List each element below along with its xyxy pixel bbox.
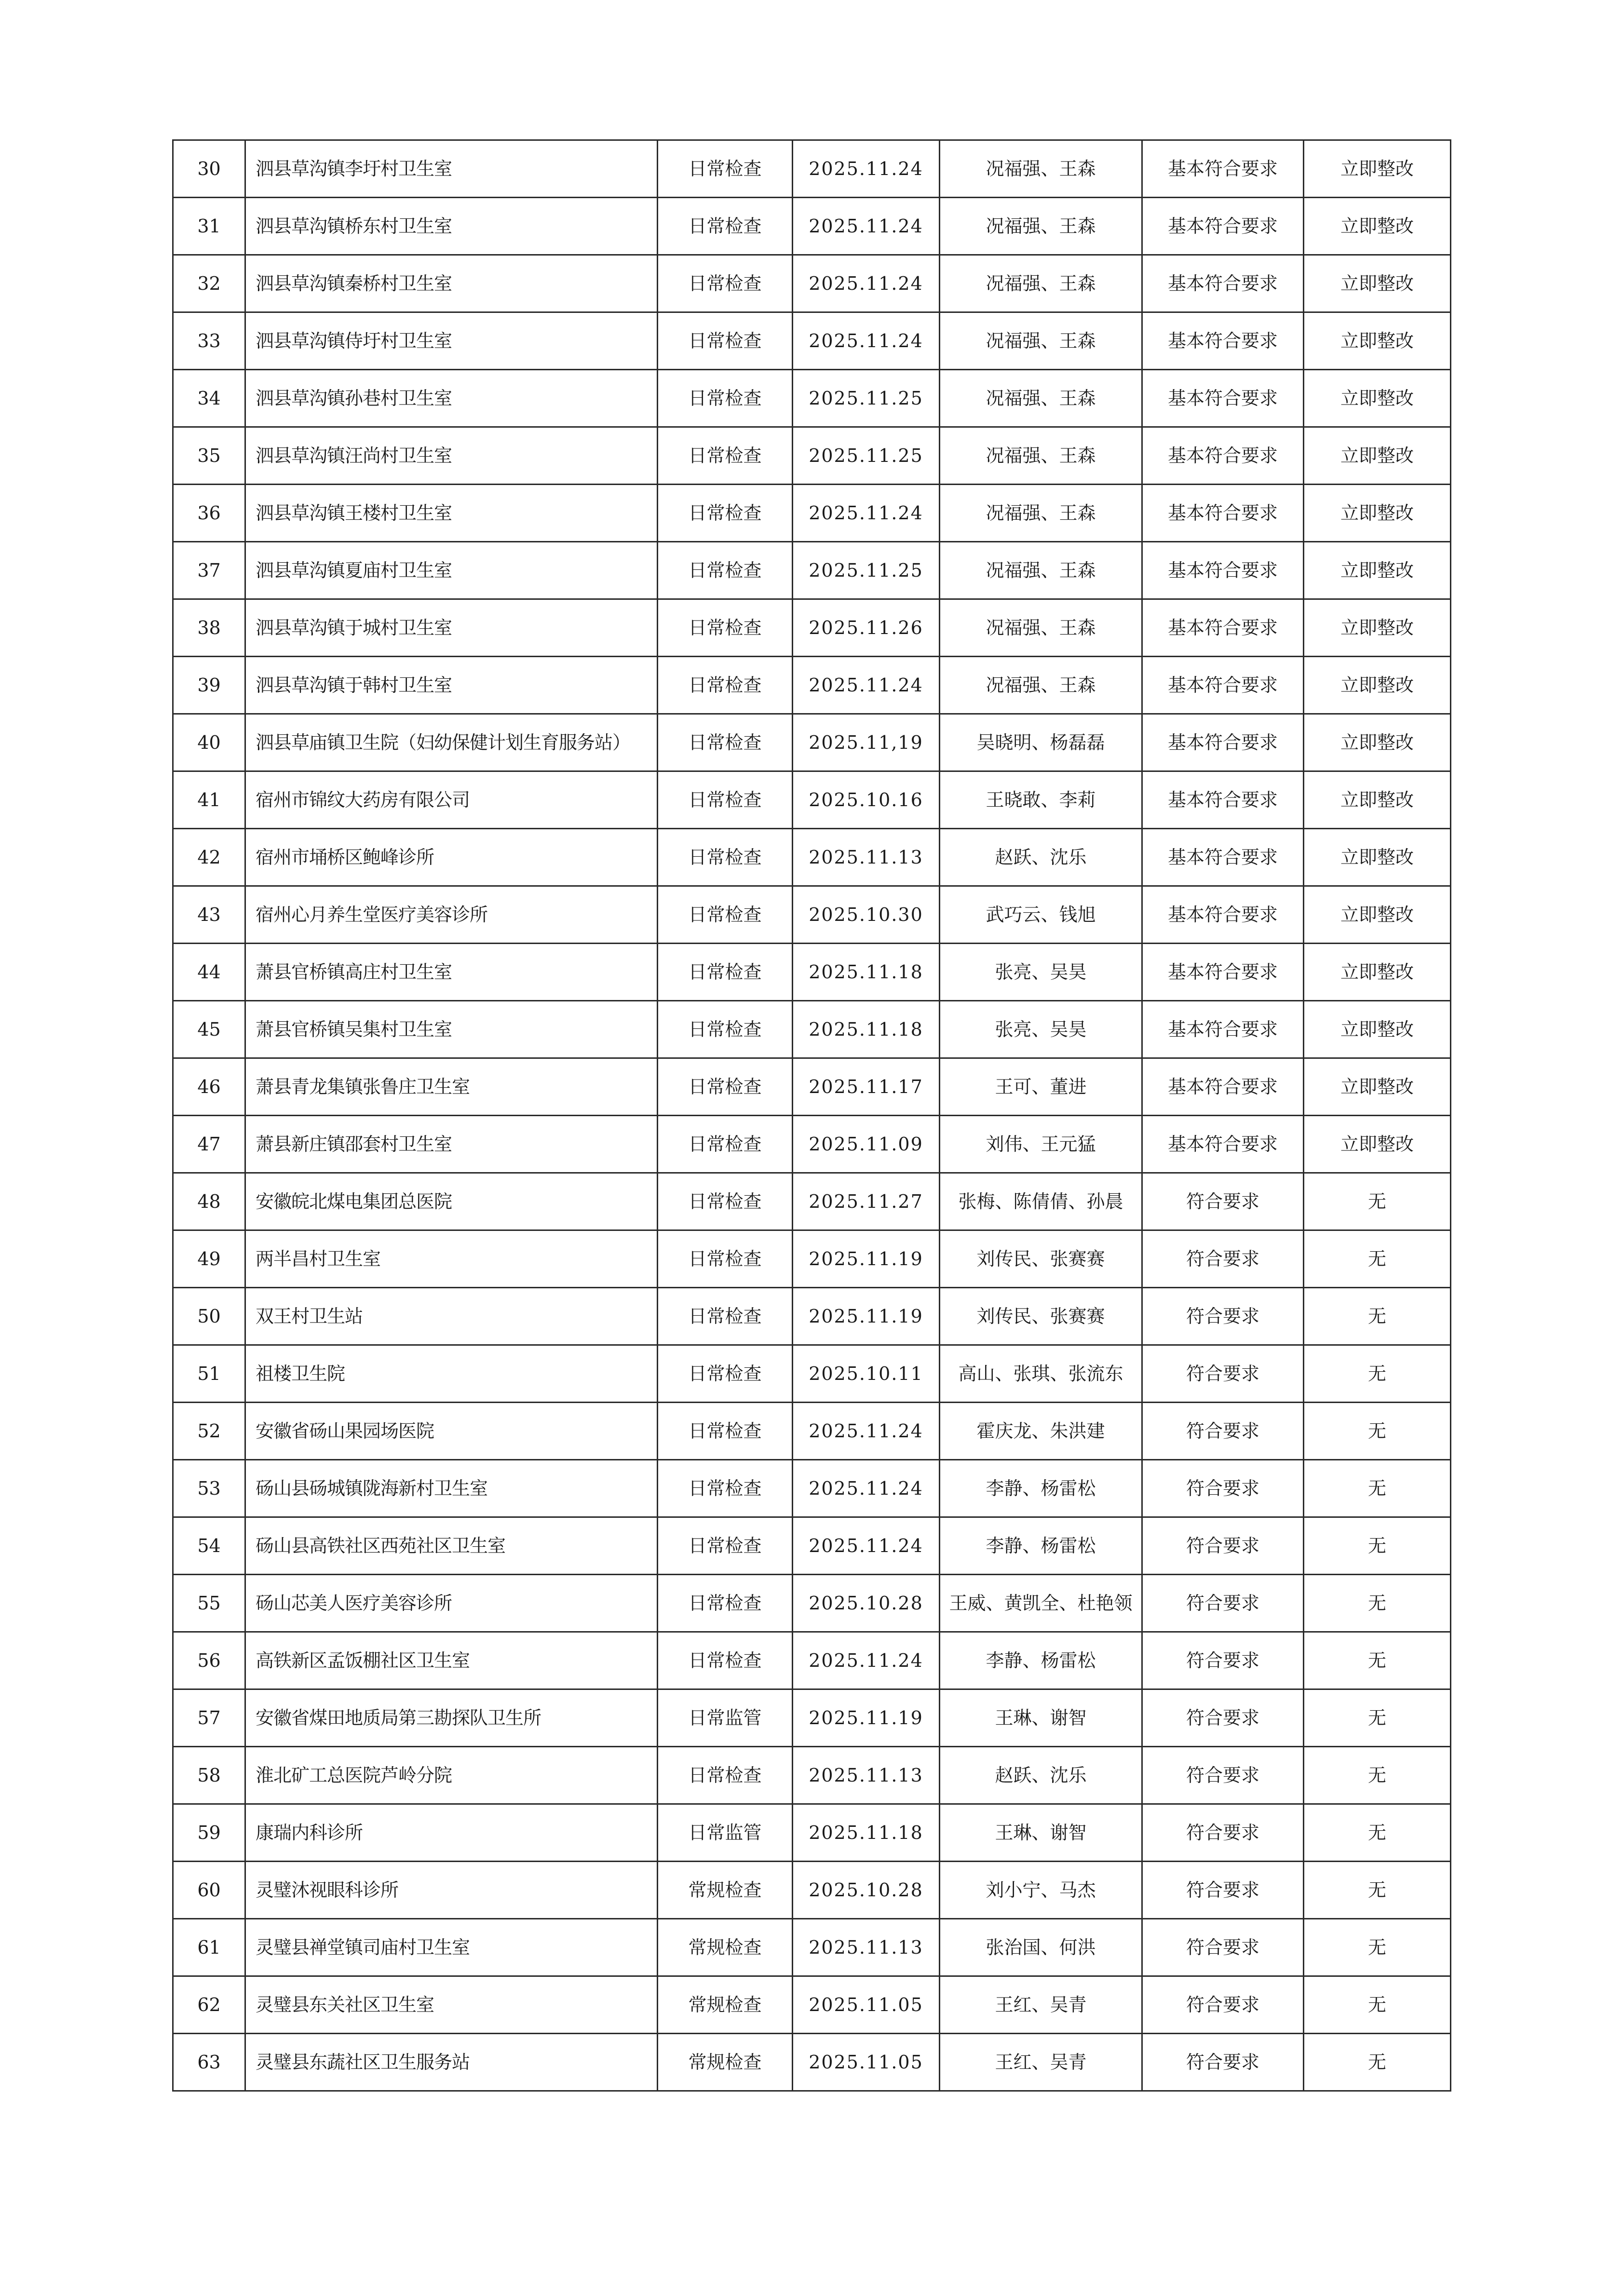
institution-name-cell: 安徽皖北煤电集团总医院 bbox=[245, 1173, 658, 1230]
inspectors-cell: 张亮、吴昊 bbox=[940, 944, 1142, 1001]
row-number-cell: 33 bbox=[173, 312, 245, 370]
result-cell: 符合要求 bbox=[1142, 1288, 1304, 1345]
result-cell: 基本符合要求 bbox=[1142, 312, 1304, 370]
row-number-cell: 45 bbox=[173, 1001, 245, 1058]
result-cell: 基本符合要求 bbox=[1142, 599, 1304, 657]
inspection-type-cell: 日常检查 bbox=[658, 1058, 793, 1116]
table-row bbox=[173, 485, 1451, 542]
row-number-cell: 53 bbox=[173, 1460, 245, 1517]
table-row bbox=[173, 1288, 1451, 1345]
rectification-cell: 立即整改 bbox=[1304, 829, 1451, 886]
inspection-date-cell: 2025.11.24 bbox=[793, 1460, 940, 1517]
institution-name-cell: 泗县草沟镇王楼村卫生室 bbox=[245, 485, 658, 542]
institution-name-cell: 两半昌村卫生室 bbox=[245, 1230, 658, 1288]
rectification-cell: 立即整改 bbox=[1304, 599, 1451, 657]
rectification-cell: 立即整改 bbox=[1304, 1116, 1451, 1173]
row-number-cell: 37 bbox=[173, 542, 245, 599]
rectification-cell: 无 bbox=[1304, 1460, 1451, 1517]
inspection-date-cell: 2025.11.24 bbox=[793, 657, 940, 714]
inspection-date-cell: 2025.11.25 bbox=[793, 370, 940, 427]
inspection-date-cell: 2025.11.24 bbox=[793, 198, 940, 255]
row-number-cell: 31 bbox=[173, 198, 245, 255]
row-number-cell: 55 bbox=[173, 1575, 245, 1632]
row-number-cell: 46 bbox=[173, 1058, 245, 1116]
rectification-cell: 无 bbox=[1304, 1689, 1451, 1747]
inspection-type-cell: 日常监管 bbox=[658, 1804, 793, 1862]
row-number-cell: 50 bbox=[173, 1288, 245, 1345]
inspection-type-cell: 日常检查 bbox=[658, 140, 793, 198]
institution-name-cell: 泗县草沟镇秦桥村卫生室 bbox=[245, 255, 658, 312]
rectification-cell: 无 bbox=[1304, 1517, 1451, 1575]
institution-name-cell: 泗县草沟镇于韩村卫生室 bbox=[245, 657, 658, 714]
inspection-type-cell: 常规检查 bbox=[658, 2034, 793, 2091]
row-number-cell: 40 bbox=[173, 714, 245, 771]
result-cell: 符合要求 bbox=[1142, 2034, 1304, 2091]
inspectors-cell: 况福强、王森 bbox=[940, 485, 1142, 542]
result-cell: 基本符合要求 bbox=[1142, 1058, 1304, 1116]
inspection-date-cell: 2025.11.18 bbox=[793, 944, 940, 1001]
inspectors-cell: 李静、杨雷松 bbox=[940, 1632, 1142, 1689]
table-row bbox=[173, 657, 1451, 714]
inspectors-cell: 赵跃、沈乐 bbox=[940, 1747, 1142, 1804]
inspectors-cell: 张治国、何洪 bbox=[940, 1919, 1142, 1976]
institution-name-cell: 泗县草沟镇桥东村卫生室 bbox=[245, 198, 658, 255]
institution-name-cell: 康瑞内科诊所 bbox=[245, 1804, 658, 1862]
inspectors-cell: 武巧云、钱旭 bbox=[940, 886, 1142, 944]
rectification-cell: 无 bbox=[1304, 2034, 1451, 2091]
institution-name-cell: 宿州市埇桥区鲍峰诊所 bbox=[245, 829, 658, 886]
result-cell: 符合要求 bbox=[1142, 1345, 1304, 1403]
inspectors-cell: 刘伟、王元猛 bbox=[940, 1116, 1142, 1173]
rectification-cell: 立即整改 bbox=[1304, 427, 1451, 485]
result-cell: 符合要求 bbox=[1142, 1804, 1304, 1862]
inspectors-cell: 李静、杨雷松 bbox=[940, 1517, 1142, 1575]
institution-name-cell: 萧县官桥镇吴集村卫生室 bbox=[245, 1001, 658, 1058]
result-cell: 基本符合要求 bbox=[1142, 140, 1304, 198]
institution-name-cell: 泗县草沟镇夏庙村卫生室 bbox=[245, 542, 658, 599]
table-row bbox=[173, 1173, 1451, 1230]
institution-name-cell: 砀山县高铁社区西苑社区卫生室 bbox=[245, 1517, 658, 1575]
table-row bbox=[173, 1230, 1451, 1288]
inspection-date-cell: 2025.11.26 bbox=[793, 599, 940, 657]
inspectors-cell: 李静、杨雷松 bbox=[940, 1460, 1142, 1517]
table-row bbox=[173, 1345, 1451, 1403]
inspection-type-cell: 日常检查 bbox=[658, 255, 793, 312]
result-cell: 基本符合要求 bbox=[1142, 255, 1304, 312]
table-row bbox=[173, 1460, 1451, 1517]
institution-name-cell: 安徽省煤田地质局第三勘探队卫生所 bbox=[245, 1689, 658, 1747]
institution-name-cell: 萧县官桥镇高庄村卫生室 bbox=[245, 944, 658, 1001]
inspection-type-cell: 日常监管 bbox=[658, 1689, 793, 1747]
table-row bbox=[173, 944, 1451, 1001]
rectification-cell: 立即整改 bbox=[1304, 944, 1451, 1001]
row-number-cell: 48 bbox=[173, 1173, 245, 1230]
rectification-cell: 立即整改 bbox=[1304, 771, 1451, 829]
table-row bbox=[173, 1862, 1451, 1919]
inspection-date-cell: 2025.11.24 bbox=[793, 140, 940, 198]
table-row bbox=[173, 370, 1451, 427]
table-row bbox=[173, 1919, 1451, 1976]
row-number-cell: 47 bbox=[173, 1116, 245, 1173]
result-cell: 符合要求 bbox=[1142, 1632, 1304, 1689]
table-row bbox=[173, 140, 1451, 198]
inspectors-cell: 刘传民、张赛赛 bbox=[940, 1288, 1142, 1345]
row-number-cell: 60 bbox=[173, 1862, 245, 1919]
table-row bbox=[173, 542, 1451, 599]
table-row bbox=[173, 1632, 1451, 1689]
inspectors-cell: 王红、吴青 bbox=[940, 1976, 1142, 2034]
table-row bbox=[173, 2034, 1451, 2091]
rectification-cell: 无 bbox=[1304, 1345, 1451, 1403]
table-row bbox=[173, 1001, 1451, 1058]
rectification-cell: 无 bbox=[1304, 1747, 1451, 1804]
inspection-type-cell: 日常检查 bbox=[658, 886, 793, 944]
rectification-cell: 无 bbox=[1304, 1288, 1451, 1345]
result-cell: 符合要求 bbox=[1142, 1460, 1304, 1517]
rectification-cell: 无 bbox=[1304, 1804, 1451, 1862]
table-row bbox=[173, 427, 1451, 485]
inspection-date-cell: 2025.10.28 bbox=[793, 1862, 940, 1919]
table-row bbox=[173, 1976, 1451, 2034]
row-number-cell: 56 bbox=[173, 1632, 245, 1689]
rectification-cell: 立即整改 bbox=[1304, 140, 1451, 198]
result-cell: 基本符合要求 bbox=[1142, 198, 1304, 255]
result-cell: 符合要求 bbox=[1142, 1919, 1304, 1976]
inspectors-cell: 刘小宁、马杰 bbox=[940, 1862, 1142, 1919]
institution-name-cell: 高铁新区孟饭棚社区卫生室 bbox=[245, 1632, 658, 1689]
rectification-cell: 立即整改 bbox=[1304, 198, 1451, 255]
inspection-date-cell: 2025.11.27 bbox=[793, 1173, 940, 1230]
rectification-cell: 立即整改 bbox=[1304, 714, 1451, 771]
inspection-type-cell: 常规检查 bbox=[658, 1919, 793, 1976]
inspection-type-cell: 日常检查 bbox=[658, 599, 793, 657]
row-number-cell: 41 bbox=[173, 771, 245, 829]
row-number-cell: 35 bbox=[173, 427, 245, 485]
inspection-type-cell: 日常检查 bbox=[658, 1632, 793, 1689]
inspection-date-cell: 2025.11.18 bbox=[793, 1001, 940, 1058]
institution-name-cell: 灵璧县东关社区卫生室 bbox=[245, 1976, 658, 2034]
inspectors-cell: 况福强、王森 bbox=[940, 255, 1142, 312]
inspection-date-cell: 2025.11.19 bbox=[793, 1230, 940, 1288]
result-cell: 基本符合要求 bbox=[1142, 771, 1304, 829]
inspection-type-cell: 日常检查 bbox=[658, 1001, 793, 1058]
inspection-type-cell: 日常检查 bbox=[658, 198, 793, 255]
result-cell: 符合要求 bbox=[1142, 1517, 1304, 1575]
inspection-type-cell: 日常检查 bbox=[658, 1747, 793, 1804]
table-row bbox=[173, 1403, 1451, 1460]
table-row bbox=[173, 1116, 1451, 1173]
row-number-cell: 43 bbox=[173, 886, 245, 944]
rectification-cell: 立即整改 bbox=[1304, 657, 1451, 714]
row-number-cell: 57 bbox=[173, 1689, 245, 1747]
inspection-type-cell: 日常检查 bbox=[658, 1517, 793, 1575]
institution-name-cell: 泗县草庙镇卫生院（妇幼保健计划生育服务站） bbox=[245, 714, 658, 771]
inspectors-cell: 况福强、王森 bbox=[940, 657, 1142, 714]
result-cell: 符合要求 bbox=[1142, 1689, 1304, 1747]
institution-name-cell: 泗县草沟镇侍圩村卫生室 bbox=[245, 312, 658, 370]
institution-name-cell: 萧县新庄镇邵套村卫生室 bbox=[245, 1116, 658, 1173]
inspectors-cell: 高山、张琪、张流东 bbox=[940, 1345, 1142, 1403]
institution-name-cell: 泗县草沟镇孙巷村卫生室 bbox=[245, 370, 658, 427]
inspection-date-cell: 2025.11,19 bbox=[793, 714, 940, 771]
row-number-cell: 63 bbox=[173, 2034, 245, 2091]
rectification-cell: 无 bbox=[1304, 1976, 1451, 2034]
result-cell: 基本符合要求 bbox=[1142, 944, 1304, 1001]
inspection-type-cell: 常规检查 bbox=[658, 1976, 793, 2034]
rectification-cell: 无 bbox=[1304, 1862, 1451, 1919]
inspection-date-cell: 2025.11.09 bbox=[793, 1116, 940, 1173]
inspection-date-cell: 2025.11.13 bbox=[793, 829, 940, 886]
inspection-date-cell: 2025.10.28 bbox=[793, 1575, 940, 1632]
inspection-type-cell: 日常检查 bbox=[658, 714, 793, 771]
result-cell: 符合要求 bbox=[1142, 1575, 1304, 1632]
result-cell: 基本符合要求 bbox=[1142, 714, 1304, 771]
institution-name-cell: 安徽省砀山果园场医院 bbox=[245, 1403, 658, 1460]
institution-name-cell: 宿州心月养生堂医疗美容诊所 bbox=[245, 886, 658, 944]
table-row bbox=[173, 1804, 1451, 1862]
row-number-cell: 39 bbox=[173, 657, 245, 714]
inspection-type-cell: 日常检查 bbox=[658, 370, 793, 427]
inspectors-cell: 王可、董进 bbox=[940, 1058, 1142, 1116]
table-row bbox=[173, 1747, 1451, 1804]
inspection-type-cell: 日常检查 bbox=[658, 1230, 793, 1288]
inspection-date-cell: 2025.11.05 bbox=[793, 1976, 940, 2034]
institution-name-cell: 灵璧沐视眼科诊所 bbox=[245, 1862, 658, 1919]
inspection-date-cell: 2025.10.16 bbox=[793, 771, 940, 829]
rectification-cell: 立即整改 bbox=[1304, 255, 1451, 312]
inspection-type-cell: 日常检查 bbox=[658, 1345, 793, 1403]
row-number-cell: 38 bbox=[173, 599, 245, 657]
inspection-type-cell: 日常检查 bbox=[658, 771, 793, 829]
row-number-cell: 36 bbox=[173, 485, 245, 542]
result-cell: 符合要求 bbox=[1142, 1862, 1304, 1919]
inspection-type-cell: 日常检查 bbox=[658, 657, 793, 714]
institution-name-cell: 双王村卫生站 bbox=[245, 1288, 658, 1345]
inspection-date-cell: 2025.11.24 bbox=[793, 1517, 940, 1575]
row-number-cell: 34 bbox=[173, 370, 245, 427]
inspection-type-cell: 日常检查 bbox=[658, 829, 793, 886]
inspection-type-cell: 日常检查 bbox=[658, 1288, 793, 1345]
result-cell: 基本符合要求 bbox=[1142, 886, 1304, 944]
row-number-cell: 30 bbox=[173, 140, 245, 198]
inspection-type-cell: 日常检查 bbox=[658, 542, 793, 599]
inspection-date-cell: 2025.11.24 bbox=[793, 255, 940, 312]
inspectors-cell: 赵跃、沈乐 bbox=[940, 829, 1142, 886]
inspectors-cell: 王琳、谢智 bbox=[940, 1689, 1142, 1747]
result-cell: 基本符合要求 bbox=[1142, 1001, 1304, 1058]
inspection-date-cell: 2025.10.30 bbox=[793, 886, 940, 944]
institution-name-cell: 泗县草沟镇于城村卫生室 bbox=[245, 599, 658, 657]
inspection-type-cell: 日常检查 bbox=[658, 944, 793, 1001]
inspection-date-cell: 2025.11.05 bbox=[793, 2034, 940, 2091]
inspectors-cell: 况福强、王森 bbox=[940, 427, 1142, 485]
rectification-cell: 立即整改 bbox=[1304, 312, 1451, 370]
institution-name-cell: 宿州市锦纹大药房有限公司 bbox=[245, 771, 658, 829]
institution-name-cell: 灵璧县东蔬社区卫生服务站 bbox=[245, 2034, 658, 2091]
inspection-date-cell: 2025.11.24 bbox=[793, 312, 940, 370]
table-row bbox=[173, 1058, 1451, 1116]
inspectors-cell: 张梅、陈倩倩、孙晨 bbox=[940, 1173, 1142, 1230]
table-row bbox=[173, 771, 1451, 829]
inspection-date-cell: 2025.11.19 bbox=[793, 1288, 940, 1345]
result-cell: 符合要求 bbox=[1142, 1747, 1304, 1804]
inspection-date-cell: 2025.11.24 bbox=[793, 1632, 940, 1689]
inspection-type-cell: 日常检查 bbox=[658, 1575, 793, 1632]
row-number-cell: 44 bbox=[173, 944, 245, 1001]
table-row bbox=[173, 198, 1451, 255]
inspection-date-cell: 2025.11.25 bbox=[793, 427, 940, 485]
inspection-date-cell: 2025.11.24 bbox=[793, 485, 940, 542]
table-row bbox=[173, 255, 1451, 312]
inspection-type-cell: 日常检查 bbox=[658, 1116, 793, 1173]
result-cell: 基本符合要求 bbox=[1142, 542, 1304, 599]
rectification-cell: 立即整改 bbox=[1304, 485, 1451, 542]
institution-name-cell: 砀山县砀城镇陇海新村卫生室 bbox=[245, 1460, 658, 1517]
inspectors-cell: 王威、黄凯全、杜艳领 bbox=[940, 1575, 1142, 1632]
result-cell: 符合要求 bbox=[1142, 1173, 1304, 1230]
rectification-cell: 无 bbox=[1304, 1230, 1451, 1288]
institution-name-cell: 淮北矿工总医院芦岭分院 bbox=[245, 1747, 658, 1804]
table-row bbox=[173, 1517, 1451, 1575]
table-row bbox=[173, 1575, 1451, 1632]
inspectors-cell: 况福强、王森 bbox=[940, 599, 1142, 657]
inspection-type-cell: 日常检查 bbox=[658, 1403, 793, 1460]
row-number-cell: 62 bbox=[173, 1976, 245, 2034]
table-row bbox=[173, 599, 1451, 657]
result-cell: 符合要求 bbox=[1142, 1230, 1304, 1288]
inspectors-cell: 况福强、王森 bbox=[940, 312, 1142, 370]
institution-name-cell: 泗县草沟镇汪尚村卫生室 bbox=[245, 427, 658, 485]
rectification-cell: 立即整改 bbox=[1304, 542, 1451, 599]
inspection-date-cell: 2025.11.17 bbox=[793, 1058, 940, 1116]
table-row bbox=[173, 714, 1451, 771]
row-number-cell: 52 bbox=[173, 1403, 245, 1460]
inspection-type-cell: 日常检查 bbox=[658, 485, 793, 542]
inspectors-cell: 霍庆龙、朱洪建 bbox=[940, 1403, 1142, 1460]
table-body bbox=[173, 140, 1451, 2091]
result-cell: 符合要求 bbox=[1142, 1976, 1304, 2034]
result-cell: 基本符合要求 bbox=[1142, 370, 1304, 427]
inspectors-cell: 况福强、王森 bbox=[940, 542, 1142, 599]
result-cell: 基本符合要求 bbox=[1142, 1116, 1304, 1173]
rectification-cell: 立即整改 bbox=[1304, 1001, 1451, 1058]
result-cell: 基本符合要求 bbox=[1142, 427, 1304, 485]
row-number-cell: 61 bbox=[173, 1919, 245, 1976]
rectification-cell: 立即整改 bbox=[1304, 1058, 1451, 1116]
row-number-cell: 54 bbox=[173, 1517, 245, 1575]
inspectors-cell: 况福强、王森 bbox=[940, 140, 1142, 198]
result-cell: 基本符合要求 bbox=[1142, 657, 1304, 714]
institution-name-cell: 祖楼卫生院 bbox=[245, 1345, 658, 1403]
rectification-cell: 无 bbox=[1304, 1173, 1451, 1230]
rectification-cell: 立即整改 bbox=[1304, 370, 1451, 427]
inspection-type-cell: 日常检查 bbox=[658, 427, 793, 485]
institution-name-cell: 灵璧县禅堂镇司庙村卫生室 bbox=[245, 1919, 658, 1976]
result-cell: 基本符合要求 bbox=[1142, 829, 1304, 886]
inspectors-cell: 张亮、吴昊 bbox=[940, 1001, 1142, 1058]
institution-name-cell: 萧县青龙集镇张鲁庄卫生室 bbox=[245, 1058, 658, 1116]
rectification-cell: 无 bbox=[1304, 1575, 1451, 1632]
inspection-date-cell: 2025.10.11 bbox=[793, 1345, 940, 1403]
inspection-date-cell: 2025.11.24 bbox=[793, 1403, 940, 1460]
inspection-date-cell: 2025.11.25 bbox=[793, 542, 940, 599]
inspection-date-cell: 2025.11.13 bbox=[793, 1919, 940, 1976]
row-number-cell: 51 bbox=[173, 1345, 245, 1403]
inspection-date-cell: 2025.11.13 bbox=[793, 1747, 940, 1804]
inspectors-cell: 况福强、王森 bbox=[940, 370, 1142, 427]
inspection-type-cell: 日常检查 bbox=[658, 1460, 793, 1517]
rectification-cell: 无 bbox=[1304, 1632, 1451, 1689]
row-number-cell: 32 bbox=[173, 255, 245, 312]
inspection-table bbox=[172, 139, 1451, 2092]
institution-name-cell: 砀山芯美人医疗美容诊所 bbox=[245, 1575, 658, 1632]
result-cell: 符合要求 bbox=[1142, 1403, 1304, 1460]
table-row bbox=[173, 312, 1451, 370]
table-row bbox=[173, 886, 1451, 944]
row-number-cell: 42 bbox=[173, 829, 245, 886]
row-number-cell: 59 bbox=[173, 1804, 245, 1862]
inspectors-cell: 刘传民、张赛赛 bbox=[940, 1230, 1142, 1288]
inspection-type-cell: 日常检查 bbox=[658, 312, 793, 370]
inspectors-cell: 王红、吴青 bbox=[940, 2034, 1142, 2091]
institution-name-cell: 泗县草沟镇李圩村卫生室 bbox=[245, 140, 658, 198]
inspectors-cell: 况福强、王森 bbox=[940, 198, 1142, 255]
inspectors-cell: 王晓敢、李莉 bbox=[940, 771, 1142, 829]
inspection-type-cell: 日常检查 bbox=[658, 1173, 793, 1230]
inspection-type-cell: 常规检查 bbox=[658, 1862, 793, 1919]
rectification-cell: 无 bbox=[1304, 1403, 1451, 1460]
row-number-cell: 49 bbox=[173, 1230, 245, 1288]
inspection-date-cell: 2025.11.18 bbox=[793, 1804, 940, 1862]
inspection-date-cell: 2025.11.19 bbox=[793, 1689, 940, 1747]
inspectors-cell: 王琳、谢智 bbox=[940, 1804, 1142, 1862]
table-row bbox=[173, 829, 1451, 886]
table-row bbox=[173, 1689, 1451, 1747]
inspectors-cell: 吴晓明、杨磊磊 bbox=[940, 714, 1142, 771]
rectification-cell: 无 bbox=[1304, 1919, 1451, 1976]
row-number-cell: 58 bbox=[173, 1747, 245, 1804]
rectification-cell: 立即整改 bbox=[1304, 886, 1451, 944]
result-cell: 基本符合要求 bbox=[1142, 485, 1304, 542]
